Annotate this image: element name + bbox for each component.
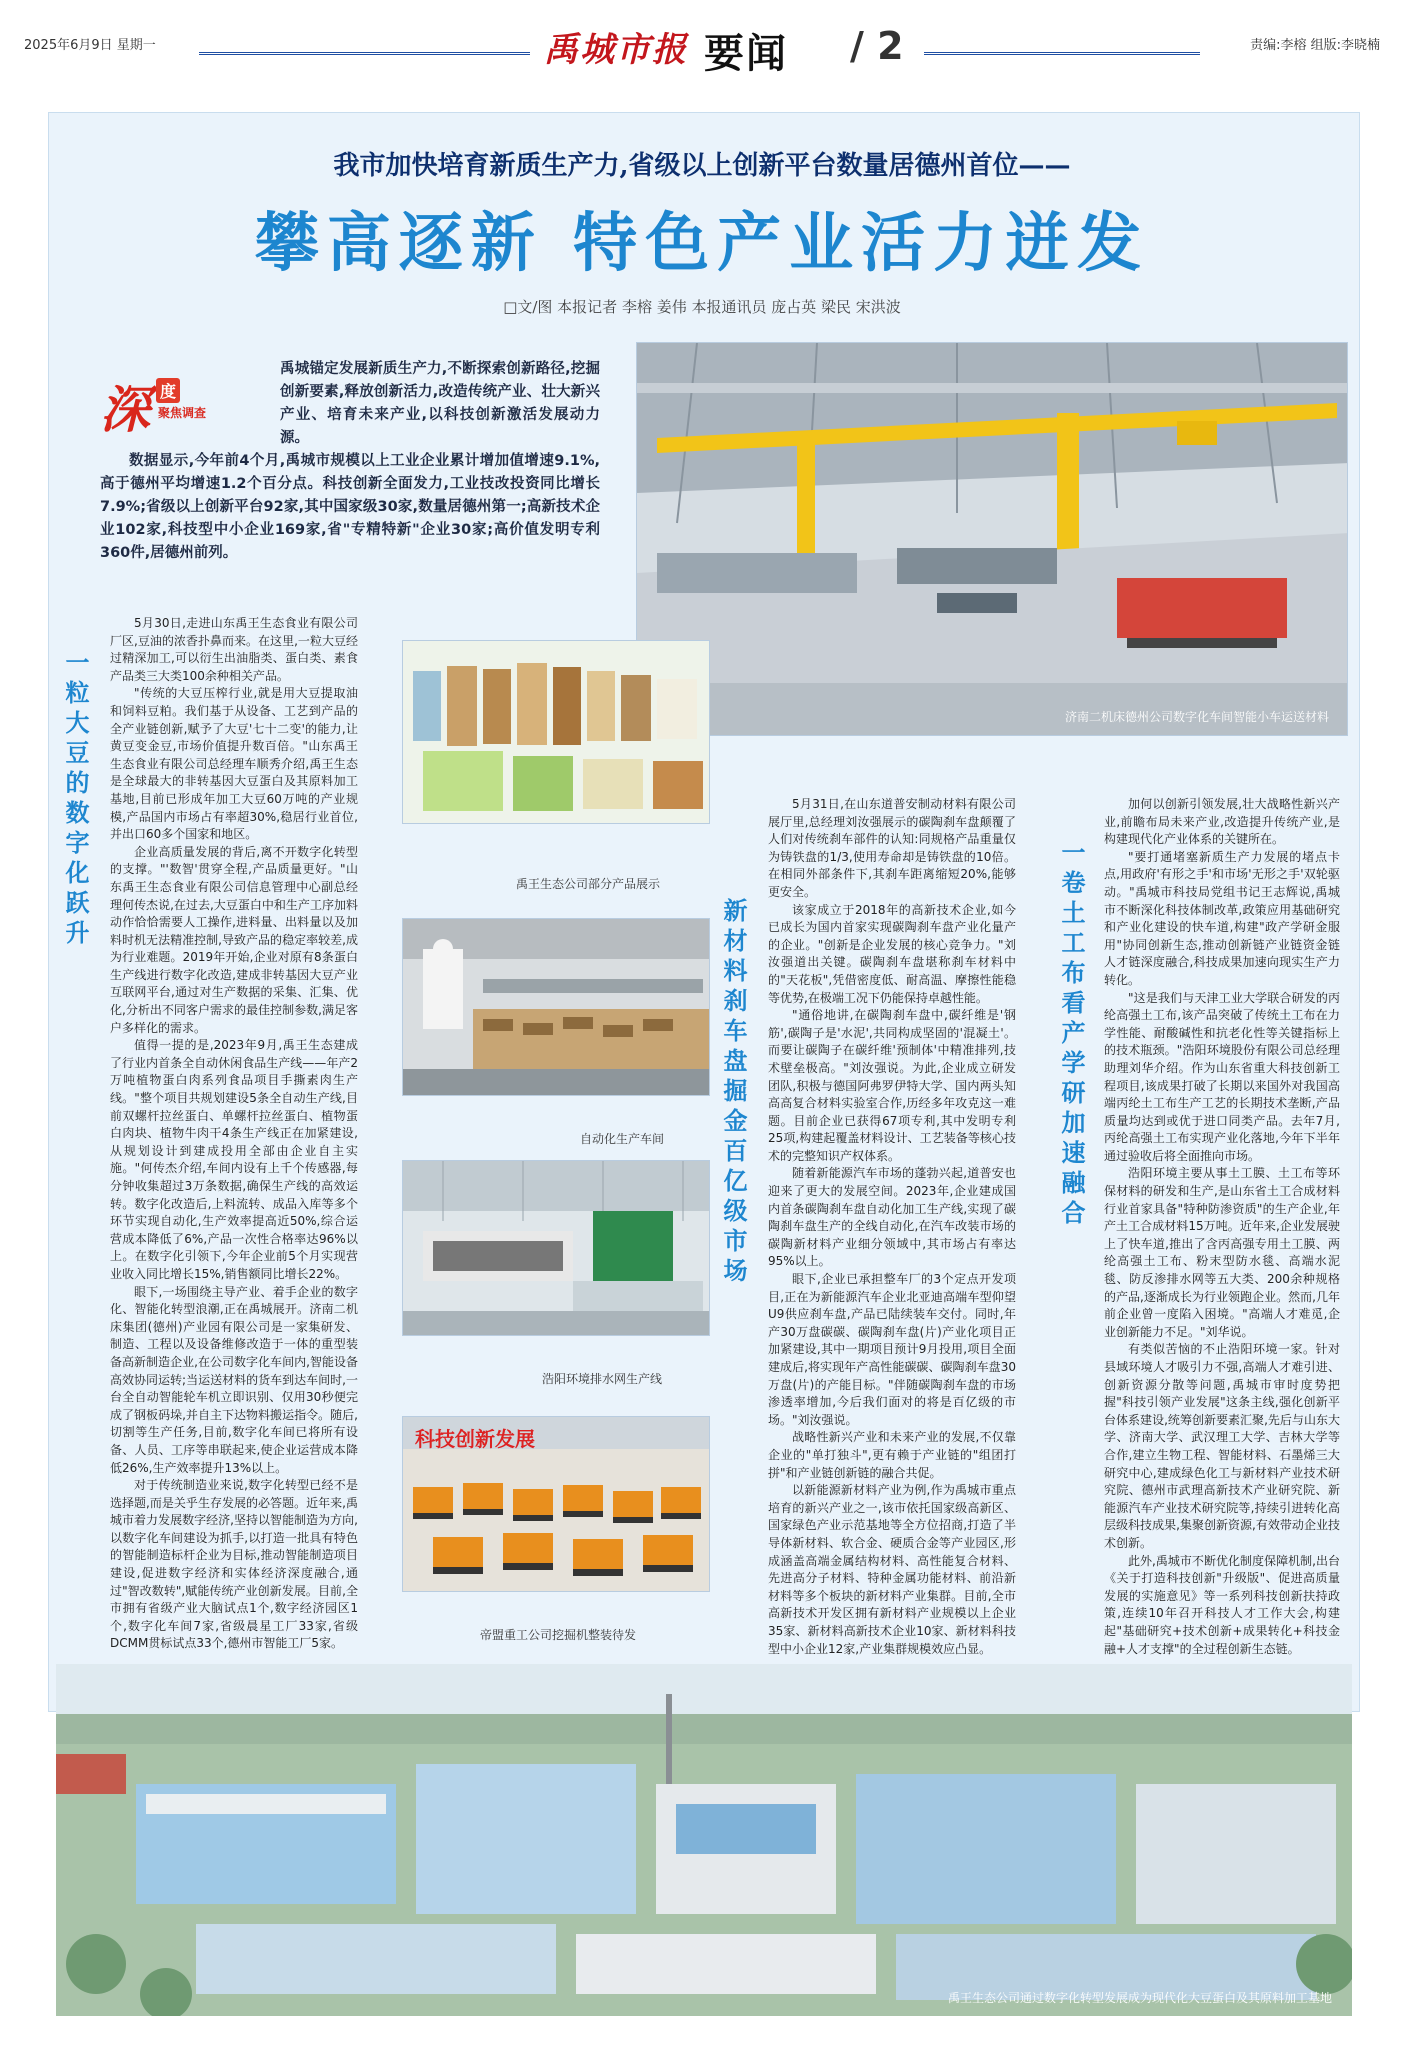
photo-banner-text: 科技创新发展 [415, 1427, 535, 1451]
photo-drainage-line [402, 1160, 710, 1336]
issue-date: 2025年6月9日 星期一 [24, 38, 156, 53]
body-paragraph: 浩阳环境主要从事土工膜、土工布等环保材料的研发和生产,是山东省土工合成材料行业首家具备"特种防渗资质"的生产企业,年产土工合成材料15万吨。近年来,企业发展驶上了快车道,推出了含丙高强专用土工膜、两纶高强土工布、粉末型防水毯、高端水泥毯、防反渗排水网等五大类、200余种规格的产品,逐渐成长为行业领跑企业。然而,几年前企业曾一度陷入困境。"高端人才难觅,企业创新能力不足。"刘华说。 [1104, 1166, 1340, 1339]
body-paragraph: 战略性新兴产业和未来产业的发展,不仅靠企业的"单打独斗",更有赖于产业链的"组团打拼"和产业链创新链的融合共促。 [768, 1430, 1016, 1480]
body-paragraph: 值得一提的是,2023年9月,禹王生态建成了行业内首条全自动休闲食品生产线——年产2万吨植物蛋白肉系列食品项目手撕素肉生产线。"整个项目共规划建设5条全自动生产线,目前双螺杆拉丝蛋白、单螺杆拉丝蛋白、植物蛋白肉块、植物牛肉干4条生产线正在加紧建设,从规划设计到建成投用全部由企业自主实施。"何传杰介绍,车间内设有上千个传感器,每分钟收集超过3万条数据,确保生产线的高效运转。数字化改造后,上料流转、成品入库等多个环节实现自动化,生产效率提高近50%,综合运营成本降低了6%,产品一次性合格率达96%以上。在数字化引领下,今年企业前5个月实现营业收入同比增长15%,销售额同比增长22%。 [110, 1038, 358, 1281]
lead-paragraph: 禹城锚定发展新质生产力,不断探索创新路径,挖掘创新要素,释放创新活力,改造传统产业、壮大新兴产业、培育未来产业,以科技创新激活发展动力源。 [280, 361, 600, 446]
lead-paragraph: 数据显示,今年前4个月,禹城市规模以上工业企业累计增加值增速9.1%,高于德州平均增速1.2个百分点。科技创新全面发力,工业技改投资同比增长7.9%;省级以上创新平台92家,其中国家级30家,数量居德州第一;高新技术企业102家,科技型中小企业169家,省"专精特新"企业30家;高价值发明专利360件,居德州前列。 [100, 453, 600, 561]
section-1-body [110, 615, 358, 1660]
deep-investigation-badge [100, 370, 250, 439]
photo-caption: 济南二机床德州公司数字化车间智能小车运送材料 [1064, 710, 1329, 724]
aerial-factory-image [56, 1664, 1352, 2016]
photo-excavators [402, 1416, 710, 1592]
photo-aerial-factory [56, 1664, 1352, 2016]
photo-factory-crane [636, 342, 1348, 736]
body-paragraph: 加何以创新引领发展,壮大战略性新兴产业,前瞻布局未来产业,改造提升传统产业,是构建现代化产业体系的关键所在。 [1104, 797, 1340, 847]
body-paragraph: 对于传统制造业来说,数字化转型已经不是选择题,而是关乎生存发展的必答题。近年来,禹城市着力发展数字经济,坚持以智能制造为方向,以数字化车间建设为抓手,以打造一批具有特色的智能制造标杆企业为目标,推动智能制造项目建设,促进数字经济和实体经济深度融合,通过"智改数转",赋能传统产业创新发展。目前,全市拥有省级产业大脑试点1个,数字经济园区1个,数字化车间7家,省级晨星工厂33家,省级DCMM贯标试点33个,德州市智能工厂5家。 [110, 1478, 358, 1651]
section-title: 一卷土工布看产学研加速融合 [1057, 840, 1085, 1230]
body-paragraph: 眼下,企业已承担整车厂的3个定点开发项目,正在为新能源汽车企业北亚迪高端车型仰望U9供应刹车盘,产品已陆续装车交付。同时,年产30万盘碳碳、碳陶刹车盘(片)产业化项目正加紧建设,其中一期项目预计9月投用,项目全面建成后,将实现年产高性能碳碳、碳陶刹车盘30万盘(片)的产能目标。"伴随碳陶刹车盘的市场渗透率增加,今后我们面对的将是百亿级的市场。"刘汝强说。 [768, 1272, 1016, 1427]
body-paragraph: "通俗地讲,在碳陶刹车盘中,碳纤维是'钢筋',碳陶子是'水泥',共同构成坚固的'混凝土'。而要让碳陶子在碳纤维'预制体'中精准排列,技术壁垒极高。"刘汝强说。为此,企业成立研发团队,积极与德国阿弗罗伊特大学、国内两头知高高复合材料实验室合作,历经多年攻克这一难题。目前企业已获得67项专利,其中发明专利25项,构建起覆盖材料设计、工艺装备等核心技术的完整知识产权体系。 [768, 1008, 1016, 1163]
body-paragraph: 随着新能源汽车市场的蓬勃兴起,道普安也迎来了更大的发展空间。2023年,企业建成国内首条碳陶刹车盘自动化加工生产线,实现了碳陶刹车盘生产的全线自动化,在汽车改装市场的碳陶新材料产业细分领域中,其市场占有率达95%以上。 [768, 1166, 1016, 1269]
photo-caption: 自动化生产车间 [580, 1132, 665, 1146]
body-paragraph: 企业高质量发展的背后,离不开数字化转型的支撑。"'数智'贯穿全程,产品质量更好。"山东禹王生态食业有限公司信息管理中心副总经理何传杰说,在过去,大豆蛋白中和生产工序加料动作恰恰需要人工操作,进料量、出料量以及加料时机无法精准控制,导致产品的稳定率较差,成为行业难题。2019年开始,企业对原有8条蛋白生产线进行数字化改造,建成非转基因大豆产业互联网平台,通过对生产数据的采集、汇集、优化,分析出不同客户需求的最佳控制参数,满足客户多样化的需求。 [110, 844, 358, 1035]
body-paragraph: "传统的大豆压榨行业,就是用大豆提取油和饲料豆粕。我们基于从设备、工艺到产品的全产业链创新,赋予了大豆'七十二变'的能力,让黄豆变金豆,市场价值提升数百倍。"山东禹王生态食业有限公司总经理车顺秀介绍,禹王生态是全球最大的非转基因大豆蛋白及其原料加工基地,目前已形成年加工大豆60万吨的产业规模,产品国内市场占有率超30%,稳居行业首位,并出口60多个国家和地区。 [110, 686, 358, 842]
page-number: / 2 [850, 24, 904, 68]
body-paragraph: 眼下,一场围绕主导产业、着手企业的数字化、智能化转型浪潮,正在禹城展开。济南二机床集团(德州)产业园有限公司是一家集研发、制造、工程以及设备维修改造于一体的重型装备高新制造企业,在公司数字化车间内,智能设备高效协同运转;当运送材料的货车到达车间时,一台全自动智能轮车机立即识别、仅用30秒便完成了钢板码垛,并自主下达物料搬运指令。随后,切割等生产任务,目前,数字化车间已将所有设备、人员、工序等串联起来,使企业运营成本降低26%,生产效率提升13%以上。 [110, 1284, 358, 1475]
masthead [24, 22, 1380, 77]
photo-caption: 禹王生态公司通过数字化转型发展成为现代化大豆蛋白及其原料加工基地 [947, 1991, 1332, 2005]
body-paragraph: "这是我们与天津工业大学联合研发的丙纶高强土工布,该产品突破了传统土工布在力学性能、耐酸碱性和抗老化性等关键指标上的技术瓶颈。"浩阳环境股份有限公司总经理助理刘华介绍。作为山东省重大科技创新工程项目,该成果打破了长期以来国外对我国高端丙纶土工布生产工艺的长期技术垄断,产品质量均达到或优于进口同类产品。去年7月,丙纶高强土工布实现产业化落地,今年下半年通过验收后将全面推向市场。 [1104, 990, 1340, 1163]
drainage-line-image [403, 1161, 710, 1336]
article-headline: 攀高逐新 特色产业活力迸发 [254, 207, 1150, 281]
article-kicker: 我市加快培育新质生产力,省级以上创新平台数量居德州首位—— [333, 151, 1071, 181]
section-title: 新材料刹车盘掘金百亿级市场 [719, 898, 747, 1288]
newspaper-logo: 禹城市报 [544, 30, 688, 70]
body-paragraph: 有类似苦恼的不止浩阳环境一家。针对县域环境人才吸引力不强,高端人才难引进、创新资源分散等问题,禹城市审时度势把握"科技引领产业发展"这条主线,强化创新平台体系建设,统筹创新要素汇聚,先后与山东大学、济南大学、武汉理工大学、吉林大学等合作,建立生物工程、智能材料、石墨烯三大研究中心,建成绿色化工与新材料产业技术研究院、德州市武理高新技术产业研究院、新能源汽车产业技术研究院等,持续引进转化高层级科技成果,集聚创新资源,有效带动企业技术创新。 [1104, 1342, 1340, 1550]
body-paragraph: 以新能源新材料产业为例,作为禹城市重点培育的新兴产业之一,该市依托国家级高新区、国家绿色产业示范基地等全方位招商,打造了半导体新材料、软合金、硬质合金等产业园区,形成涵盖高端金属结构材料、高性能复合材料、先进高分子材料、特种金属功能材料、前沿新材料等多个板块的新材料产业集群。目前,全市高新技术开发区拥有新材料产业规模以上企业35家、新材料高新技术企业10家、新材料科技型中小企业12家,产业集群规模效应凸显。 [768, 1483, 1016, 1656]
photo-auto-workshop [402, 918, 710, 1096]
section-name: 要闻 [704, 31, 788, 77]
body-paragraph: 5月31日,在山东道普安制动材料有限公司展厅里,总经理刘汝强展示的碳陶刹车盘颠覆了人们对传统刹车部件的认知:同规格产品重量仅为铸铁盘的1/3,使用寿命却是铸铁盘的10倍。在相同外部条件下,其刹车距离缩短20%,能够更安全。 [768, 797, 1016, 899]
auto-workshop-image [403, 919, 710, 1096]
product-display-image [403, 641, 710, 824]
photo-caption: 禹王生态公司部分产品展示 [516, 877, 661, 891]
section-2-body [768, 796, 1016, 1656]
body-paragraph: 5月30日,走进山东禹王生态食业有限公司厂区,豆油的浓香扑鼻而来。在这里,一粒大豆经过精深加工,可以衍生出油脂类、蛋白类、素食产品类三大类100余种相关产品。 [110, 616, 358, 683]
editor-credits: 责编:李榕 组版:李晓楠 [1250, 38, 1380, 53]
photo-product-display [402, 640, 710, 824]
photo-caption: 帝盟重工公司挖掘机整装待发 [480, 1628, 637, 1642]
body-paragraph: "要打通堵塞新质生产力发展的堵点卡点,用政府'有形之手'和市场'无形之手'双轮驱动。"禹城市科技局党组书记王志辉说,禹城市不断深化科技体制改革,政策应用基础研究和产业化建设的快车道,构建"政产学研金服用"协同创新生态,推动创新链产业链资金链人才链深度融合,科技成果加速向现实生产力转化。 [1104, 849, 1340, 987]
factory-crane-image [637, 343, 1348, 736]
section-3-body [1104, 796, 1340, 1656]
body-paragraph: 此外,禹城市不断优化制度保障机制,出台《关于打造科技创新"升级版"、促进高质量发展的实施意见》等一系列科技创新扶持政策,连续10年召开科技人才工作大会,构建起"基础研究+技术创新+成果转化+科技金融+人才支撑"的全过程创新生态链。 [1104, 1553, 1340, 1656]
badge-sub: 聚焦调查 [158, 406, 207, 420]
masthead-rule-left [199, 52, 530, 55]
article-byline: □文/图 本报记者 李榕 姜伟 本报通讯员 庞占英 梁民 宋洪波 [503, 298, 901, 316]
badge-degree: 度 [156, 378, 180, 403]
badge-deep: 深 [100, 381, 150, 439]
body-paragraph: 该家成立于2018年的高新技术企业,如今已成长为国内首家实现碳陶刹车盘产业化量产的企业。"创新是企业发展的核心竞争力。"刘汝强道出关键。碳陶刹车盘堪称刹车材料中的"天花板",凭借密度低、耐高温、摩擦性能稳等优势,在极端工况下仍能保持卓越性能。 [768, 902, 1016, 1005]
photo-caption: 浩阳环境排水网生产线 [542, 1372, 663, 1386]
section-title: 一粒大豆的数字化跃升 [61, 650, 89, 950]
masthead-rule-right [924, 52, 1200, 55]
